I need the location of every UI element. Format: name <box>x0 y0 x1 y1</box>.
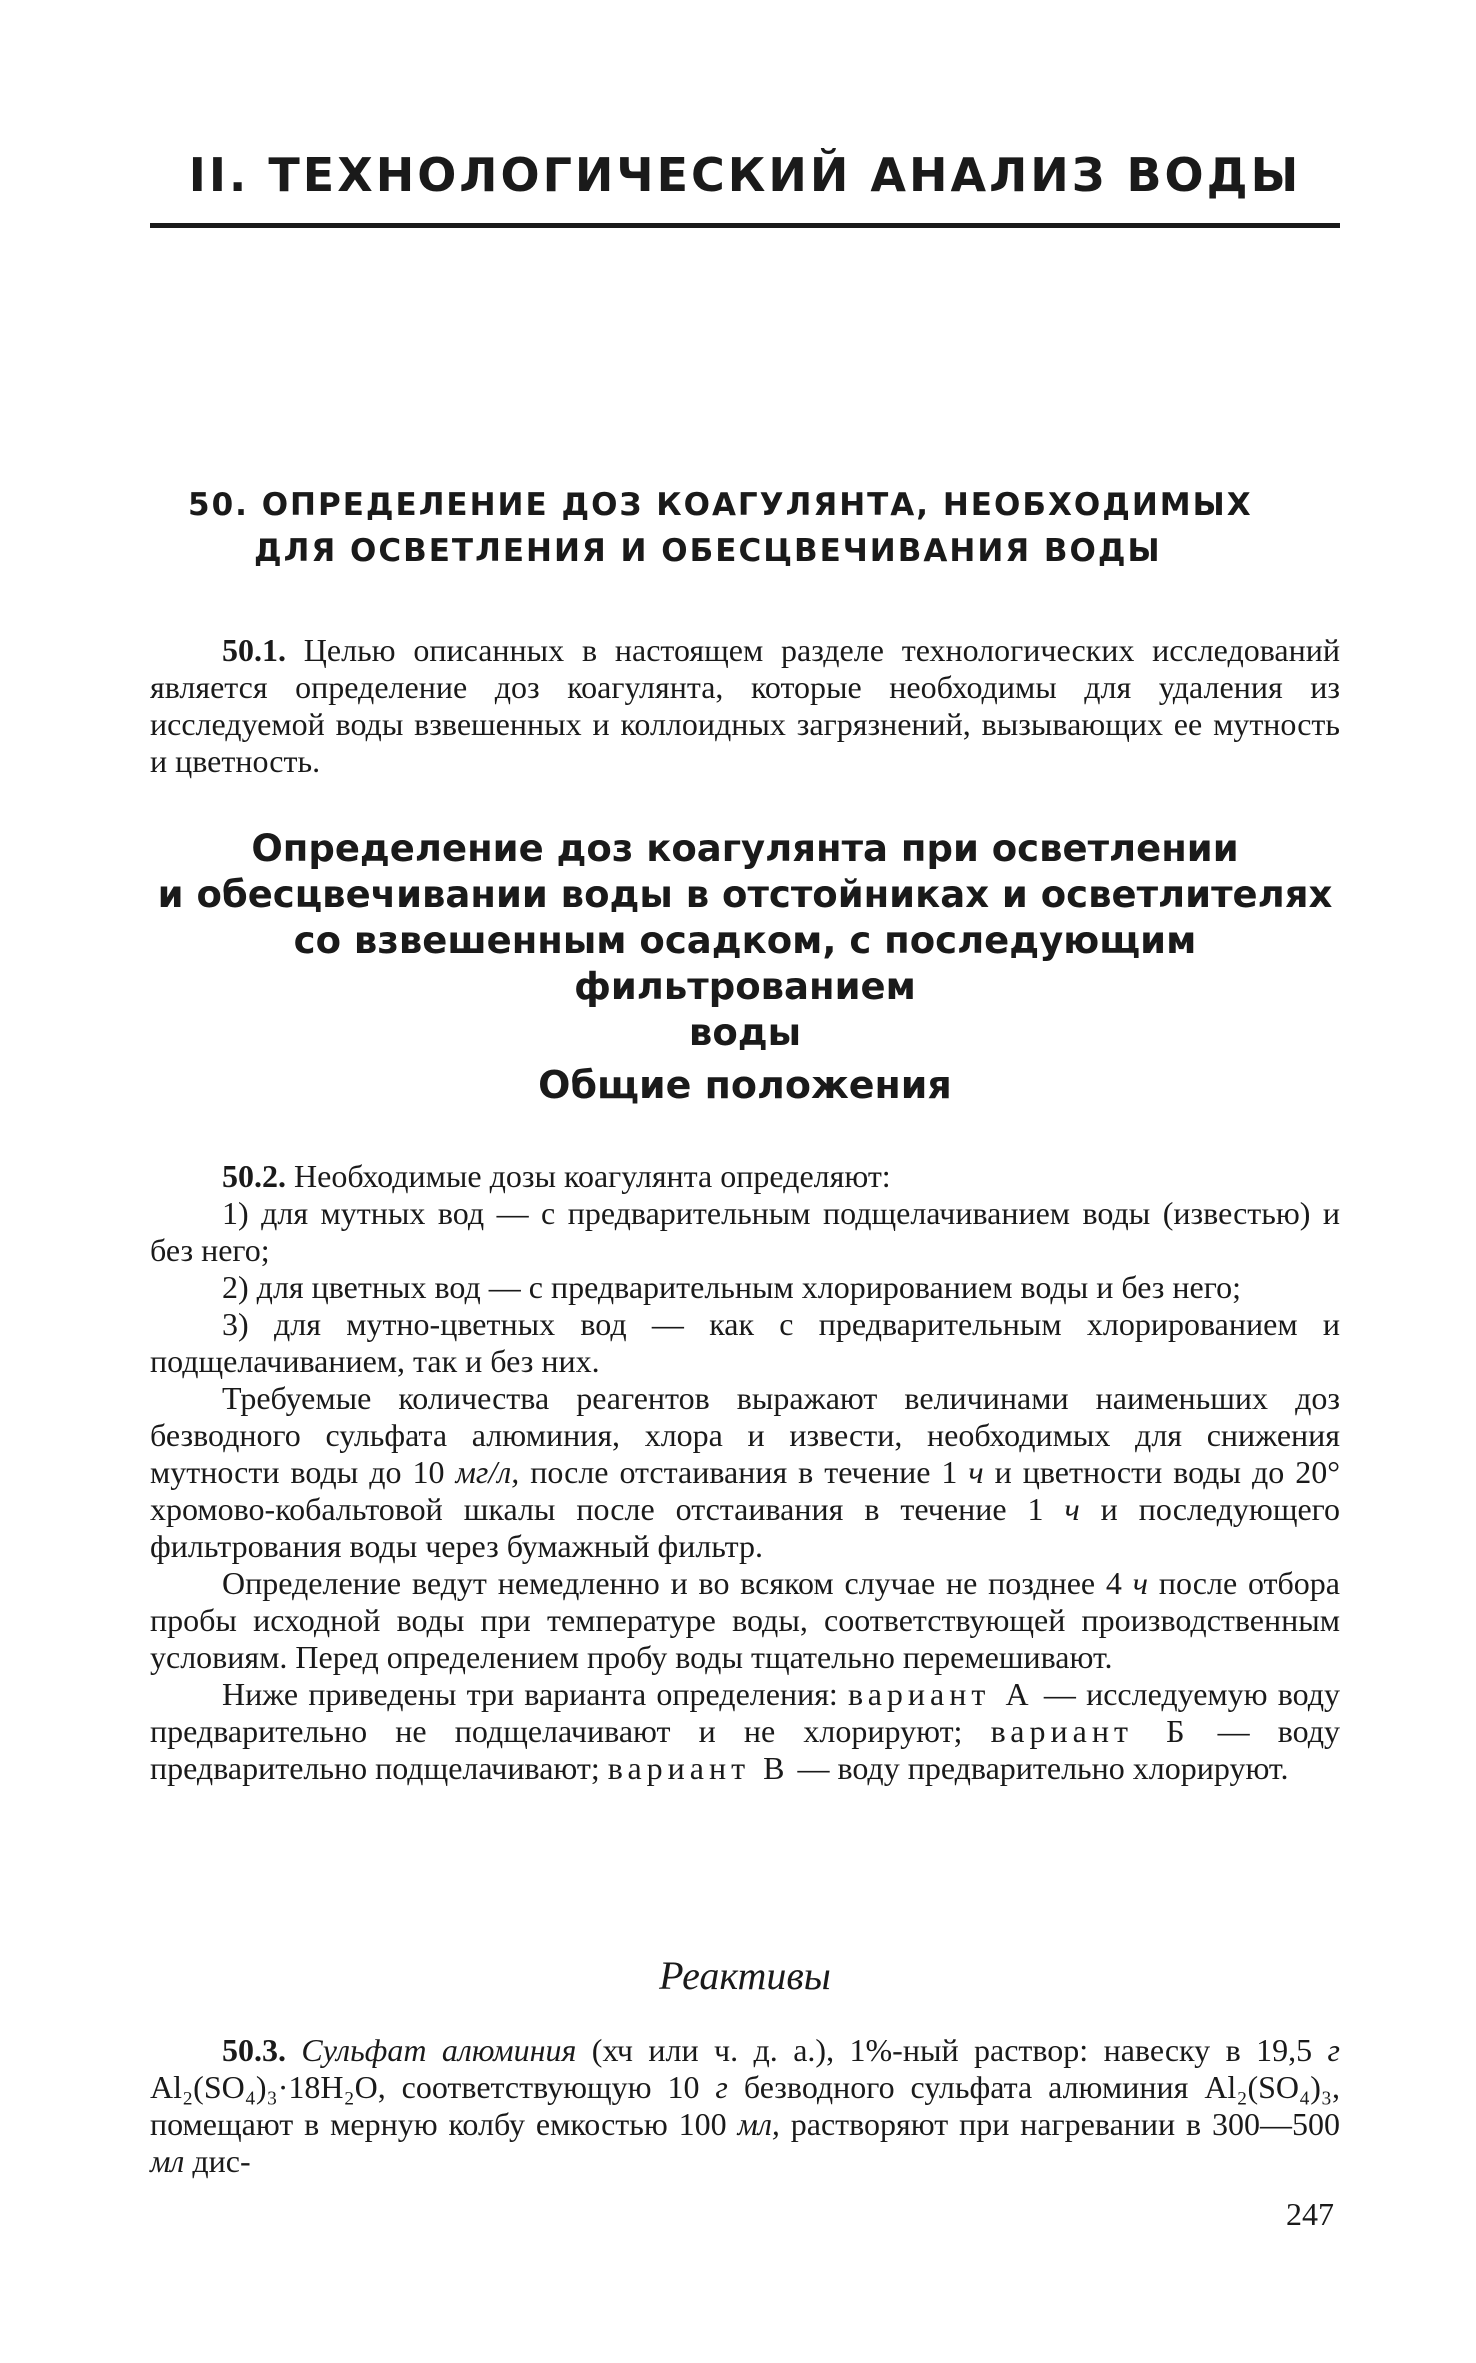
reagents-heading: Реактивы <box>659 1953 831 1998</box>
section-title <box>150 482 1340 574</box>
section-title-line-1: 50. ОПРЕДЕЛЕНИЕ ДОЗ КОАГУЛЯНТА, НЕОБХОДИМЫХ <box>188 487 1253 523</box>
paragraph-50-1 <box>150 632 1340 780</box>
part-title: II. ТЕХНОЛОГИЧЕСКИЙ АНАЛИЗ ВОДЫ <box>188 148 1302 202</box>
reagent-name: Сульфат алюминия <box>286 2032 577 2068</box>
list-item-2: 2) для цветных вод — с предварительным хлорированием воды и без него; <box>222 1269 1241 1305</box>
subheading-line-2: и обесцвечивании воды в отстойниках и осветлителях <box>157 873 1333 916</box>
general-heading: Общие положения <box>538 1063 952 1107</box>
timing-paragraph: Определение ведут немедленно и во всяком случае не позднее 4 ч после отбора пробы исходной воды при температуре воды, соответствующей производственным условиям. Перед определением пробу воды тщательно перемешивают. <box>150 1565 1341 1675</box>
page-number: 247 <box>1286 2196 1334 2232</box>
paragraph-intro: Необходимые дозы коагулянта определяют: <box>286 1158 891 1194</box>
paragraph-number: 50.3. <box>222 2032 286 2068</box>
paragraph-number: 50.1. <box>222 632 286 668</box>
paragraph-50-3: 50.3. Сульфат алюминия (хч или ч. д. а.), 1%-ный раствор: навеску в 19,5 г Al₂(SO₄)₃·18H₂O, соответствующую 10 г безводного сульфата алюминия Al₂(SO₄)₃, помещают в мерную колбу емкостью 100 мл, растворяют при нагревании в 300—500 мл дис- <box>150 2032 1341 2179</box>
subheading-line-4: воды <box>688 1011 802 1054</box>
subheading-block <box>150 826 1340 1056</box>
section-title-line-2: ДЛЯ ОСВЕТЛЕНИЯ И ОБЕСЦВЕЧИВАНИЯ ВОДЫ <box>254 533 1162 569</box>
list-item-3: 3) для мутно-цветных вод — как с предварительным хлорированием и подщелачиванием, так и без них. <box>150 1306 1340 1379</box>
subheading-line-3: со взвешенным осадком, с последующим фильтрованием <box>293 919 1197 1008</box>
paragraph-text: Целью описанных в настоящем разделе технологических исследований является определение доз коагулянта, которые необходимы для удаления из исследуемой воды взвешенных и коллоидных загрязнений, вызывающих ее мутность и цветность. <box>150 632 1340 779</box>
requirements-paragraph: Требуемые количества реагентов выражают величинами наименьших доз безводного сульфата алюминия, хлора и извести, необходимых для снижения мутности воды до 10 мг/л, после отстаивания в течение 1 ч и цветности воды до 20° хромово-кобальтовой шкалы после отстаивания в течение 1 ч и последующего фильтрования воды через бумажный фильтр. <box>150 1380 1341 1564</box>
title-rule <box>150 223 1340 228</box>
variants-paragraph: Ниже приведены три варианта определения: вариант А — исследуемую воду предварительно не подщелачивают и не хлорируют; вариант Б — воду предварительно подщелачивают; вариант В — воду предварительно хлорируют. <box>150 1676 1341 1786</box>
paragraph-50-2 <box>150 1158 1340 1787</box>
list-item-1: 1) для мутных вод — с предварительным подщелачиванием воды (известью) и без него; <box>150 1195 1340 1268</box>
subheading-line-1: Определение доз коагулянта при осветлении <box>251 827 1239 870</box>
paragraph-number: 50.2. <box>222 1158 286 1194</box>
